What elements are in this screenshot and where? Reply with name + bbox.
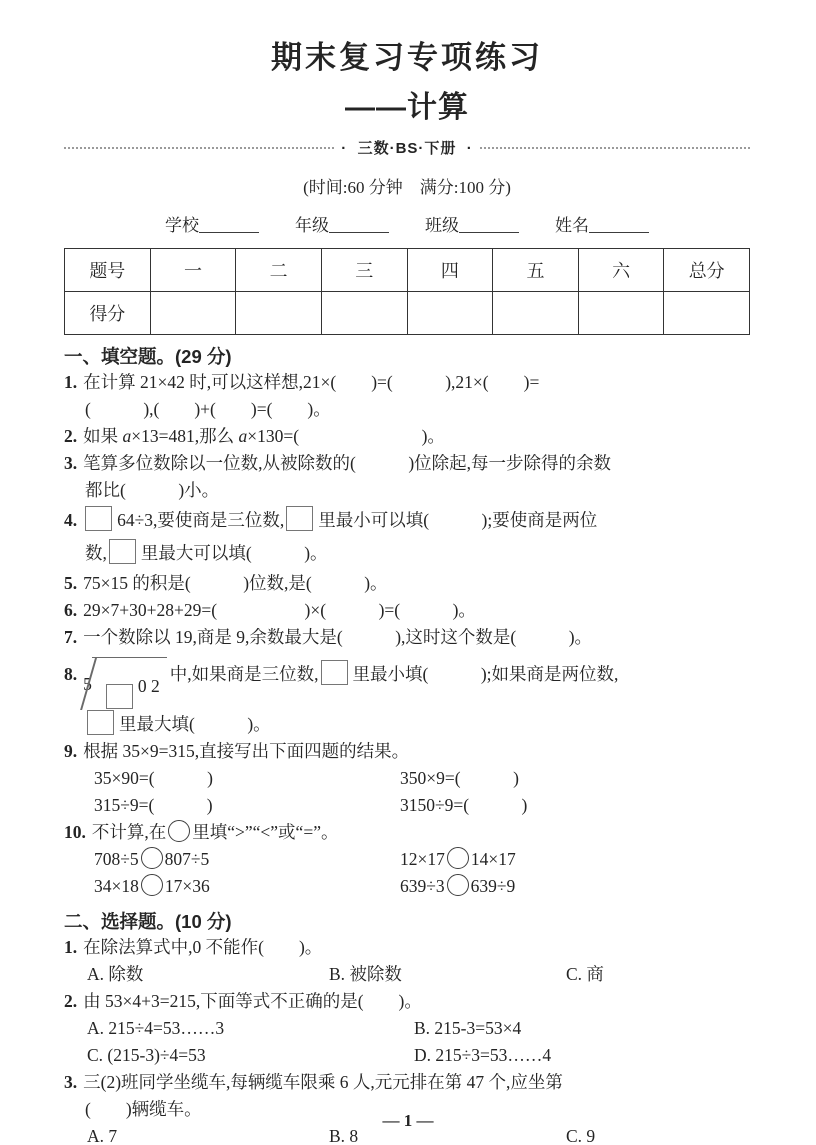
question-text: 中,如果商是三位数, [169,664,319,684]
question-8-line-2 [85,710,750,738]
question-text: 都比( )小。 [85,480,220,500]
variable-a: a [122,426,132,446]
question-number: 10. [64,822,86,842]
question-text: 一个数除以 19,商是 9,余数最大是( ),这时这个数是( )。 [83,627,593,647]
choice-question-3-line-1 [64,1069,750,1096]
section-1-heading: 一、填空题。(29 分) [64,346,232,367]
blank-box [87,710,114,735]
long-division-figure [83,657,167,710]
student-info-row [64,211,750,236]
question-9-row-1 [64,765,750,792]
question-text: 数, [85,543,107,563]
question-2 [64,423,750,450]
divider-line-left [64,147,334,149]
class-blank [459,217,519,233]
score-table-header-cell: 一 [150,249,236,292]
name-blank [589,217,649,233]
option-c: C. 商 [566,964,604,984]
score-table-header-cell: 二 [236,249,322,292]
question-number: 8. [64,664,78,684]
score-table-header-cell: 总分 [664,249,750,292]
question-text: 里最小填( );如果商是两位数, [352,664,619,684]
comparison-circle [141,874,163,896]
question-text: ×13=481,那么 [131,426,239,446]
option-a: A. 215÷4=53……3 [87,1018,225,1038]
score-table [64,248,750,335]
question-text: ×130=( )。 [247,426,445,446]
score-table-header-cell: 三 [321,249,407,292]
division-divisor: 5 [83,674,92,694]
name-label: 姓名 [555,216,589,235]
right-expression: 639÷9 [470,876,516,896]
question-number: 1. [64,937,78,957]
grade-blank [329,217,389,233]
score-empty-cell [493,292,579,335]
score-table-header-cell: 四 [407,249,493,292]
question-6 [64,597,750,624]
exam-title: 期末复习专项练习 [271,40,543,75]
score-table-header-row [65,249,750,292]
grade-label: 年级 [295,216,329,235]
blank-box [106,684,133,709]
question-7 [64,624,750,651]
blank-box [85,506,112,531]
question-8-line-1 [64,651,750,710]
math-item: 315÷9=( ) [94,795,213,815]
option-d: D. 215÷3=53……4 [414,1045,552,1065]
question-3-line-2 [85,477,750,504]
score-empty-cell [150,292,236,335]
question-5 [64,570,750,597]
comparison-circle [447,874,469,896]
question-number: 9. [64,741,78,761]
edition-divider [64,137,750,158]
question-number: 6. [64,600,78,620]
math-item: 3150÷9=( ) [400,795,528,815]
dividend-digits: 0 2 [137,676,160,696]
score-empty-cell [236,292,322,335]
option-b: B. 8 [329,1126,359,1145]
edition-label: · 三数·BS·下册 · [341,140,473,157]
choice-question-2-options-row-2 [64,1042,750,1069]
option-c: C. 9 [566,1126,596,1145]
question-text: ( )辆缆车。 [85,1099,202,1119]
question-text: 根据 35×9=315,直接写出下面四题的结果。 [83,741,410,761]
question-number: 3. [64,1072,78,1092]
score-table-header-cell: 六 [578,249,664,292]
question-9-intro [64,738,750,765]
question-4-line-2 [85,537,750,570]
question-text: 在计算 21×42 时,可以这样想,21×( )=( ),21×( )= [83,372,540,392]
question-text: 64÷3,要使商是三位数, [117,510,285,530]
choice-question-1-options [64,961,750,988]
option-a: A. 7 [87,1126,118,1145]
comparison-item [400,873,515,900]
question-number: 5. [64,573,78,593]
variable-a: a [238,426,248,446]
option-c: C. (215-3)÷4=53 [87,1045,206,1065]
score-empty-cell [407,292,493,335]
score-table-header-cell: 五 [493,249,579,292]
question-text: 笔算多位数除以一位数,从被除数的( )位除起,每一步除得的余数 [83,453,612,473]
name-field [555,211,649,236]
question-number: 2. [64,991,78,1011]
question-text: 在除法算式中,0 不能作( )。 [83,937,323,957]
question-text: 里最大填( )。 [119,714,271,734]
question-text: 里最小可以填( );要使商是两位 [318,510,598,530]
choice-question-2-options-row-1 [64,1015,750,1042]
class-field [425,211,519,236]
question-3-line-1 [64,450,750,477]
option-a: A. 除数 [87,964,144,984]
class-label: 班级 [425,216,459,235]
question-text: ( ),( )+( )=( )。 [85,399,331,419]
right-expression: 14×17 [470,849,516,869]
question-number: 7. [64,627,78,647]
question-number: 2. [64,426,78,446]
left-expression: 34×18 [94,876,139,896]
math-item: 35×90=( ) [94,768,213,788]
blank-box [286,506,313,531]
score-empty-cell [321,292,407,335]
left-expression: 639÷3 [400,876,445,896]
math-item: 350×9=( ) [400,768,519,788]
left-expression: 12×17 [400,849,445,869]
question-10-intro [64,819,750,846]
question-text: 29×7+30+28+29=( )×( )=( )。 [83,600,476,620]
score-table-score-row [65,292,750,335]
blank-box [109,539,136,564]
comparison-circle [168,820,190,842]
question-number: 1. [64,372,78,392]
comparison-item [400,846,516,873]
option-b: B. 被除数 [329,964,402,984]
comparison-item [94,873,400,900]
section-2-heading: 二、选择题。(10 分) [64,911,232,932]
question-text: 如果 [83,426,123,446]
school-blank [199,217,259,233]
question-10-row-2 [64,873,750,900]
left-expression: 708÷5 [94,849,139,869]
comparison-item [94,846,400,873]
school-label: 学校 [165,216,199,235]
question-text: 由 53×4+3=215,下面等式不正确的是( )。 [83,991,422,1011]
score-label-cell: 得分 [65,292,151,335]
choice-question-2 [64,988,750,1015]
question-9-row-2 [64,792,750,819]
right-expression: 807÷5 [164,849,210,869]
question-1-line-2 [85,396,750,423]
question-4-line-1 [64,504,750,537]
question-text: 里填“>”“<”或“=”。 [192,822,339,842]
question-text: 75×15 的积是( )位数,是( )。 [83,573,388,593]
option-b: B. 215-3=53×4 [414,1018,522,1038]
time-score-info: (时间:60 分钟 满分:100 分) [303,178,511,197]
question-number: 4. [64,510,78,530]
comparison-circle [141,847,163,869]
school-field [165,211,259,236]
question-10-row-1 [64,846,750,873]
question-number: 3. [64,453,78,473]
score-table-header-cell: 题号 [65,249,151,292]
question-text: 里最大可以填( )。 [140,543,328,563]
exam-subtitle: ——计算 [345,91,469,124]
choice-question-1 [64,934,750,961]
page-number: — 1 — [382,1111,434,1130]
score-empty-cell [578,292,664,335]
score-empty-cell [664,292,750,335]
question-text: 不计算,在 [91,822,167,842]
blank-box [321,660,348,685]
division-dividend [92,657,167,710]
divider-line-right [480,147,750,149]
grade-field [295,211,389,236]
question-1-line-1 [64,369,750,396]
comparison-circle [447,847,469,869]
question-text: 三(2)班同学坐缆车,每辆缆车限乘 6 人,元元排在第 47 个,应坐第 [83,1072,563,1092]
right-expression: 17×36 [164,876,210,896]
